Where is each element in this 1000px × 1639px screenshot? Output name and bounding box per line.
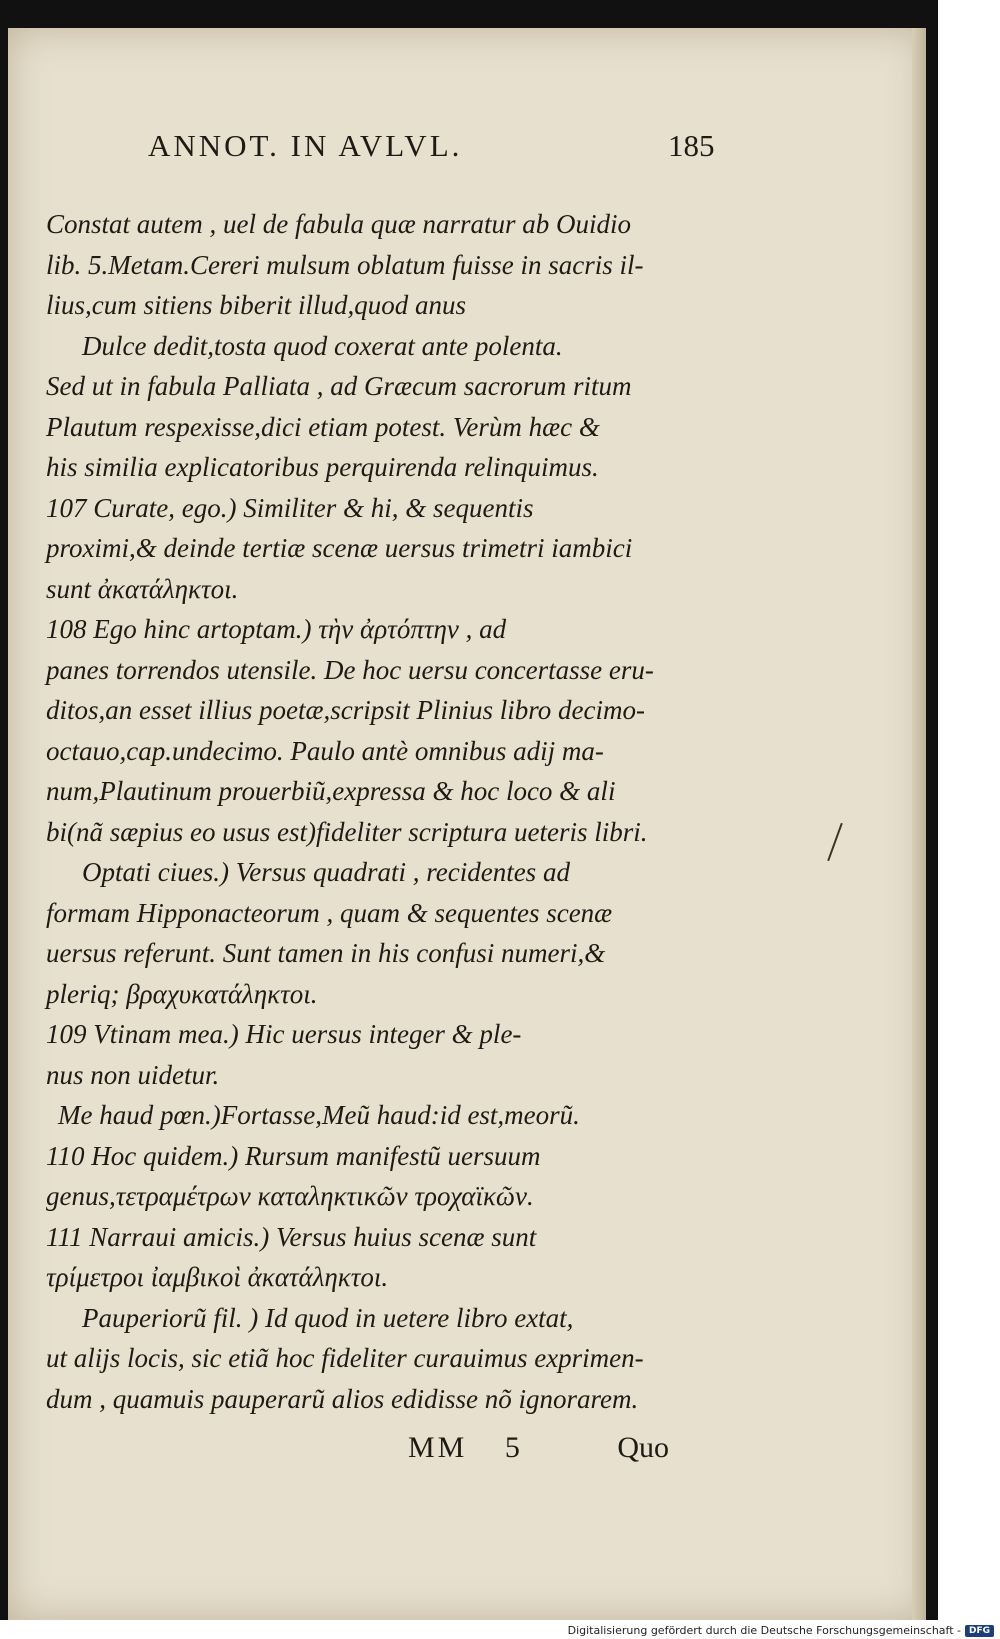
- text-line: ut alijs locis, sic etiã hoc fideliter curauimus exprimen-: [46, 1343, 644, 1373]
- text-line: dum , quamuis pauperarũ alios edidisse nõ ignorarem.: [46, 1383, 639, 1414]
- text-line: τρίμετροι ἰαμβικοὶ ἀκατάληκτοι.: [46, 1262, 389, 1292]
- note-line: Pauperiorũ fil. ) Id quod in uetere libro extat,: [82, 1302, 574, 1333]
- dfg-logo: DFG: [965, 1625, 994, 1637]
- text-line: Plautum respexisse,dici etiam potest. Verùm hæc &: [46, 411, 600, 442]
- signature-number: 5: [504, 1431, 520, 1464]
- margin-pencil-mark: [827, 823, 843, 861]
- signature-mark: MM: [408, 1431, 468, 1464]
- note-line: Me haud pœn.)Fortasse,Meũ haud:id est,meorũ.: [58, 1100, 580, 1130]
- text-line: sunt ἀκατάληκτοι.: [46, 573, 239, 604]
- text-line: formam Hipponacteorum , quam & sequentes scenæ: [46, 897, 613, 928]
- footer-credit: Digitalisierung gefördert durch die Deutsche Forschungsgemeinschaft -: [567, 1624, 961, 1637]
- verse-quotation: Dulce dedit,tosta quod coxerat ante polenta.: [82, 330, 563, 361]
- text-line: num,Plautinum prouerbiũ,expressa & hoc loco & ali: [46, 776, 616, 806]
- text-line: ditos,an esset illius poetæ,scripsit Plinius libro decimo-: [46, 695, 645, 725]
- text-line: pleriq; βραχυκατάληκτοι.: [46, 978, 318, 1009]
- page-number: 185: [668, 128, 715, 163]
- text-line: octauo,cap.undecimo. Paulo antè omnibus adij ma-: [46, 735, 604, 766]
- digitization-footer: [568, 1624, 994, 1637]
- text-line: panes torrendos utensile. De hoc uersu concertasse eru-: [46, 654, 654, 685]
- text-line: bi(nã sæpius eo usus est)fideliter scriptura ueteris libri.: [46, 816, 648, 847]
- catchword: Quo: [617, 1431, 670, 1464]
- text-line: proximi,& deinde tertiæ scenæ uersus trimetri iambici: [46, 533, 633, 563]
- book-page: [8, 28, 926, 1620]
- catchline: [408, 1431, 728, 1465]
- body-text: [46, 204, 730, 1419]
- text-line: nus non uidetur.: [46, 1059, 220, 1090]
- note-line: 111 Narraui amicis.) Versus huius scenæ sunt: [46, 1221, 537, 1252]
- text-line: Constat autem , uel de fabula quæ narratur ab Ouidio: [46, 209, 632, 239]
- text-line: genus,τετραμέτρων καταληκτικῶν τροχαϊκῶν.: [46, 1181, 534, 1211]
- text-line: uersus referunt. Sunt tamen in his confusi numeri,&: [46, 938, 606, 968]
- page-edge: [912, 28, 926, 1620]
- running-head: ANNOT. IN AVLVL.: [148, 128, 463, 163]
- note-line: 108 Ego hinc artoptam.) τὴν ἀρτόπτην , ad: [46, 614, 507, 644]
- text-line: lib. 5.Metam.Cereri mulsum oblatum fuisse in sacris il-: [46, 249, 644, 280]
- note-line: Optati ciues.) Versus quadrati , recidentes ad: [82, 857, 570, 887]
- text-line: Sed ut in fabula Palliata , ad Græcum sacrorum ritum: [46, 371, 632, 401]
- text-line: lius,cum sitiens biberit illud,quod anus: [46, 290, 467, 320]
- text-line: his similia explicatoribus perquirenda relinquimus.: [46, 452, 599, 482]
- note-line: 109 Vtinam mea.) Hic uersus integer & ple-: [46, 1019, 522, 1049]
- note-line: 107 Curate, ego.) Similiter & hi, & sequentis: [46, 492, 534, 523]
- note-line: 110 Hoc quidem.) Rursum manifestũ uersuum: [46, 1140, 541, 1171]
